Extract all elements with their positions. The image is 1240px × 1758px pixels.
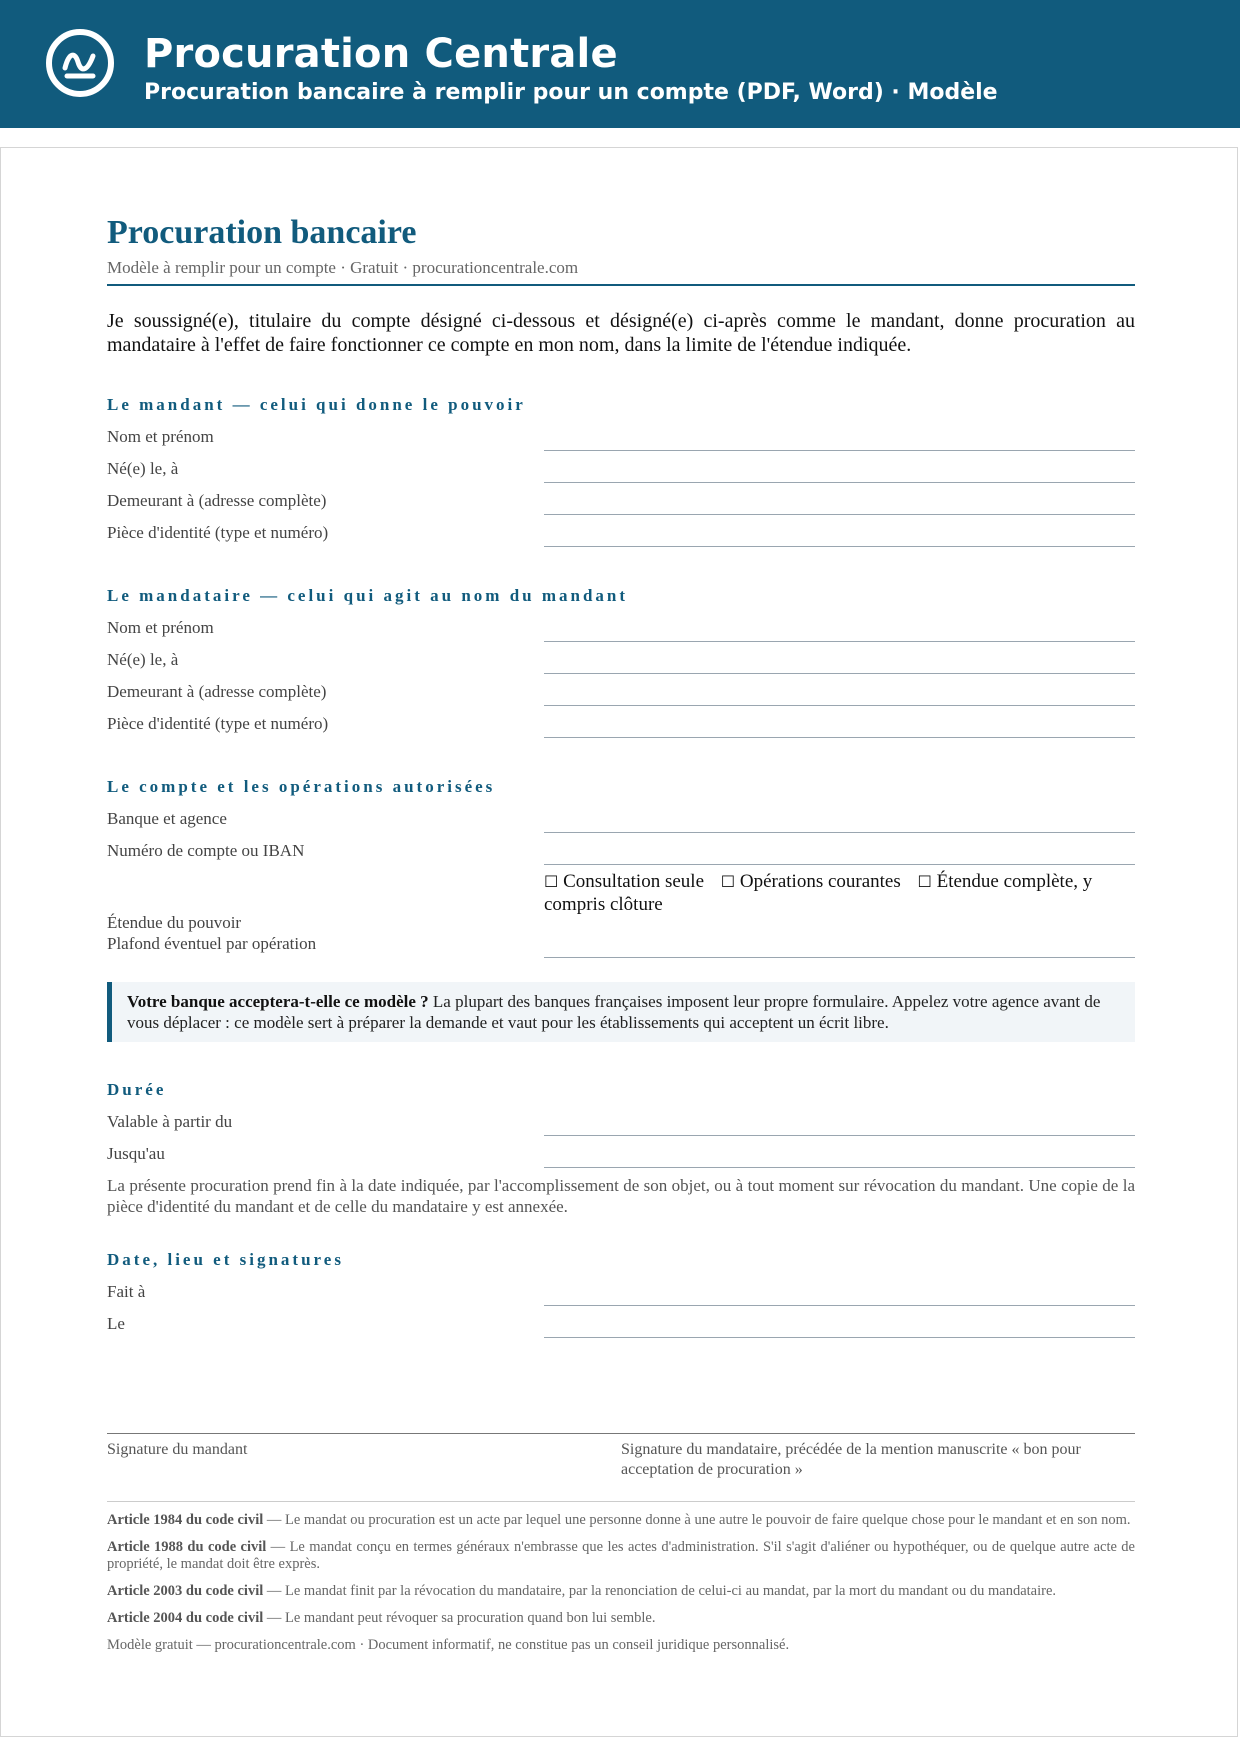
field-label: Nom et prénom — [107, 618, 214, 637]
article-text: — Le mandat finit par la révocation du mandataire, par la renonciation de celui-ci au mandat, par la mort du mandant ou du mandataire. — [263, 1583, 1057, 1599]
article-ref: Article 2004 du code civil — [107, 1610, 264, 1626]
input-line-until[interactable] — [544, 1147, 1135, 1168]
legal-article — [107, 1512, 1135, 1529]
field-label: Né(e) le, à — [107, 650, 179, 669]
notice-box — [107, 982, 1135, 1042]
scope-option-courantes[interactable] — [721, 871, 901, 892]
input-line-mandant-id[interactable] — [544, 526, 1135, 547]
input-line-date[interactable] — [544, 1317, 1135, 1338]
section-heading-mandant: Le mandant — celui qui donne le pouvoir — [107, 395, 526, 414]
field-label: Nom et prénom — [107, 427, 214, 446]
section-heading-mandataire: Le mandataire — celui qui agit au nom du mandant — [107, 586, 629, 605]
signature-mandant[interactable]: Signature du mandant — [107, 1441, 248, 1458]
document-subtitle: Modèle à remplir pour un compte · Gratuit · procurationcentrale.com — [107, 258, 579, 277]
header-banner — [0, 0, 1240, 128]
form-field-place — [107, 1275, 1135, 1307]
section-heading-duree: Durée — [107, 1080, 167, 1099]
legal-article — [107, 1583, 1135, 1600]
title-divider — [107, 284, 1135, 286]
input-line-mandataire-id[interactable] — [544, 717, 1135, 738]
form-field-mandant-id — [107, 516, 1135, 548]
article-ref: Article 2003 du code civil — [107, 1583, 264, 1599]
article-ref: Article 1984 du code civil — [107, 1512, 264, 1528]
field-label: Étendue du pouvoir — [107, 913, 242, 932]
input-line-mandant-name[interactable] — [544, 430, 1135, 451]
brand-name: Procuration Centrale — [144, 31, 618, 77]
form-field-from — [107, 1105, 1135, 1137]
signature-mandataire[interactable]: Signature du mandataire, précédée de la mention manuscrite « bon pour acceptation de procuration » — [621, 1441, 1081, 1478]
form-field-mandant-birth — [107, 452, 1135, 484]
article-text: — Le mandat ou procuration est un acte par lequel une personne donne à une autre le pouvoir de faire quelque chose pour le mandant et en son nom. — [263, 1512, 1131, 1528]
form-field-bank — [107, 802, 1135, 834]
form-field-mandataire-id — [107, 707, 1135, 739]
input-line-from[interactable] — [544, 1115, 1135, 1136]
form-field-mandataire-address — [107, 675, 1135, 707]
form-field-scope — [107, 866, 1135, 938]
field-label: Numéro de compte ou IBAN — [107, 841, 305, 860]
article-text: — Le mandat conçu en termes généraux n'embrasse que les actes d'administration. S'il s'agit d'aliéner ou hypothéquer, ou de quelque autre acte de propriété, le mandat doit être exprès. — [107, 1539, 1135, 1572]
section-heading-signatures: Date, lieu et signatures — [107, 1250, 344, 1269]
document-content — [107, 214, 1135, 1654]
scope-options — [544, 870, 1135, 938]
input-line-mandataire-birth[interactable] — [544, 653, 1135, 674]
footer-disclaimer: Modèle gratuit — procurationcentrale.com · Document informatif, ne constitue pas un conseil juridique personnalisé. — [107, 1637, 790, 1653]
form-field-mandataire-name — [107, 611, 1135, 643]
article-text: — Le mandant peut révoquer sa procuration quand bon lui semble. — [263, 1610, 656, 1626]
form-field-date — [107, 1307, 1135, 1339]
input-line-mandataire-name[interactable] — [544, 621, 1135, 642]
input-line-mandant-address[interactable] — [544, 494, 1135, 515]
form-field-account — [107, 834, 1135, 866]
option-label: Étendue complète, y compris clôture — [544, 871, 1093, 915]
field-label: Fait à — [107, 1282, 146, 1301]
form-field-mandant-address — [107, 484, 1135, 516]
option-label: Consultation seule — [563, 871, 704, 892]
field-label: Demeurant à (adresse complète) — [107, 491, 327, 510]
duration-note: La présente procuration prend fin à la date indiquée, par l'accomplissement de son objet, ou à tout moment sur révocation du mandant. Une copie de la pièce d'identité du mandant et de celle du mandataire y est annexée. — [107, 1176, 1135, 1216]
legal-article — [107, 1539, 1135, 1573]
input-line-place[interactable] — [544, 1285, 1135, 1306]
checkbox-icon[interactable]: ☐ — [544, 872, 559, 891]
article-ref: Article 1988 du code civil — [107, 1539, 267, 1555]
field-label: Plafond éventuel par opération — [107, 934, 317, 953]
input-line-mandataire-address[interactable] — [544, 685, 1135, 706]
checkbox-icon[interactable]: ☐ — [917, 872, 932, 891]
input-line-mandant-birth[interactable] — [544, 462, 1135, 483]
notice-text: La plupart des banques françaises imposent leur propre formulaire. Appelez votre agence avant de vous déplacer : ce modèle sert à préparer la demande et vaut pour les établissements qui acceptent un écrit libre. — [127, 992, 1101, 1032]
field-label: Valable à partir du — [107, 1112, 233, 1131]
form-field-mandataire-birth — [107, 643, 1135, 675]
field-label: Jusqu'au — [107, 1144, 165, 1163]
checkbox-icon[interactable]: ☐ — [720, 872, 736, 891]
document-title: Procuration bancaire — [107, 214, 417, 251]
input-line-account[interactable] — [544, 844, 1135, 865]
field-label: Banque et agence — [107, 809, 227, 828]
field-label: Demeurant à (adresse complète) — [107, 682, 327, 701]
intro-paragraph: Je soussigné(e), titulaire du compte désigné ci-dessous et désigné(e) ci-après comme le mandant, donne procuration au mandataire à l'effet de faire fonctionner ce compte en mon nom, dans la limite de l'étendue indiquée. — [107, 310, 1135, 356]
legal-references — [107, 1501, 1135, 1654]
form-field-mandant-name — [107, 420, 1135, 452]
chart-circle-logo-icon — [45, 28, 115, 98]
field-label: Pièce d'identité (type et numéro) — [107, 714, 329, 733]
field-label: Pièce d'identité (type et numéro) — [107, 523, 329, 542]
signature-block — [107, 1433, 1135, 1480]
section-heading-compte: Le compte et les opérations autorisées — [107, 777, 496, 796]
scope-option-consultation[interactable] — [544, 871, 704, 892]
document-sheet — [0, 147, 1238, 1737]
notice-question: Votre banque acceptera-t-elle ce modèle ? — [127, 992, 429, 1011]
option-label: Opérations courantes — [739, 871, 901, 892]
field-label: Né(e) le, à — [107, 459, 179, 478]
form-field-until — [107, 1137, 1135, 1169]
input-line-bank[interactable] — [544, 812, 1135, 833]
page-tagline: Procuration bancaire à remplir pour un compte (PDF, Word) · Modèle — [144, 80, 998, 105]
legal-article — [107, 1610, 1135, 1627]
field-label: Le — [107, 1314, 125, 1333]
input-line-cap[interactable] — [544, 937, 1135, 958]
